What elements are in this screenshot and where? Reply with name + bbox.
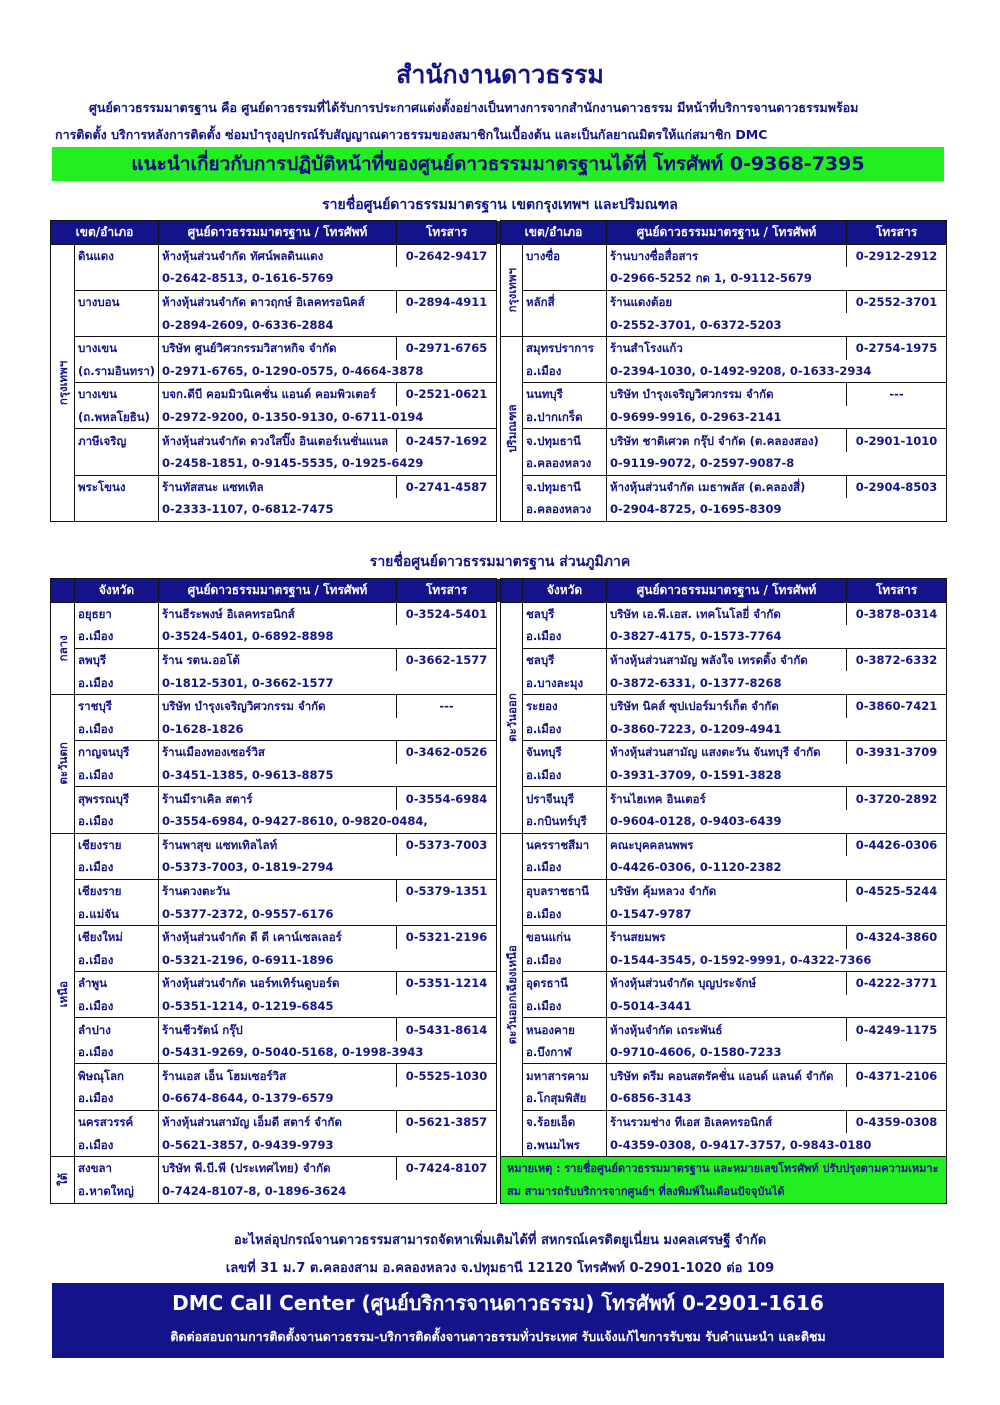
area-sub [523,267,607,290]
area-sub: อ.เมือง [75,764,159,787]
fax-number: 0-5621-3857 [397,1110,497,1133]
table-row [51,267,947,290]
phone-numbers: 0-2972-9200, 0-1350-9130, 0-6711-0194 [159,406,497,429]
phone-numbers: 0-1628-1826 [159,718,497,741]
center-name: คณะบุคคลนพพร [607,833,847,856]
phone-numbers: 0-3554-6984, 0-9427-8610, 0-9820-0484, [159,810,497,833]
table-row [51,718,947,741]
center-name: ห้างหุ้นส่วนจำกัด บุญประจักษ์ [607,972,847,995]
table-row [51,498,947,521]
area-sub: อ.แม่จัน [75,902,159,925]
fax-number: 0-2552-3701 [847,290,947,313]
area-sub: (ถ.รามอินทรา) [75,360,159,383]
table-row [51,336,947,359]
phone-numbers: 0-2971-6765, 0-1290-0575, 0-4664-3878 [159,360,497,383]
table-row [51,602,947,625]
phone-numbers: 0-5621-3857, 0-9439-9793 [159,1133,497,1156]
phone-numbers: 0-9699-9916, 0-2963-2141 [607,406,947,429]
table-row [51,625,947,648]
area-sub: อ.เมือง [75,949,159,972]
fax-number: 0-3878-0314 [847,602,947,625]
phone-numbers: 0-2552-3701, 0-6372-5203 [607,313,947,336]
group-label: ใต้ [51,1156,75,1203]
table-row [51,995,947,1018]
center-name: บริษัท ชาติเศวต กรุ๊ป จำกัด (ต.คลองสอง) [607,429,847,452]
area-sub: อ.หาดใหญ่ [75,1180,159,1204]
fax-number: --- [397,694,497,717]
fax-number: 0-4324-3860 [847,925,947,948]
table-row [51,856,947,879]
table-row [51,671,947,694]
phone-numbers: 0-4426-0306, 0-1120-2382 [607,856,947,879]
fax-number: 0-4371-2106 [847,1064,947,1087]
phone-numbers: 0-5373-7003, 0-1819-2794 [159,856,497,879]
center-name: ห้างหุ้นส่วนจำกัด ดาวฤกษ์ อิเลคทรอนิคส์ [159,290,397,313]
call-center-subtitle: ติดต่อสอบถามการติดตั้งจานดาวธรรม-บริการติดตั้งจานดาวธรรมทั่วประเทศ รับแจ้งแก้ไขการรับชม รับคำแนะนำ และติชม [170,1329,826,1344]
center-name: บริษัท นิคส์ ซุปเปอร์มาร์เก็ต จำกัด [607,694,847,717]
center-name: ร้านบางซื่อสื่อสาร [607,244,847,267]
area-name: ขอนแก่น [523,925,607,948]
area-sub: อ.บางละมุง [523,671,607,694]
table-row [51,810,947,833]
center-name: ร้าน รตน.ออโต้ [159,648,397,671]
section2-title: รายชื่อศูนย์ดาวธรรมมาตรฐาน ส่วนภูมิภาค [369,554,631,570]
fax-number: 0-5351-1214 [397,972,497,995]
area-sub: อ.เมือง [75,1087,159,1110]
intro-line-2: การติดตั้ง บริการหลังการติดตั้ง ซ่อมบำรุงอุปกรณ์รับสัญญาณดาวธรรมของสมาชิกในเบื้องต้น และเป็นกัลยาณมิตรให้แก่สมาชิก DMC [55,127,768,142]
area-name: ราชบุรี [75,694,159,717]
area-sub [523,313,607,336]
fax-number: 0-3720-2892 [847,787,947,810]
center-name: ห้างหุ้นส่วนจำกัด ทัศน์พลดินแดง [159,244,397,267]
fax-number: 0-5321-2196 [397,925,497,948]
area-sub: อ.ปากเกร็ด [523,406,607,429]
call-center-title: DMC Call Center (ศูนย์บริการจานดาวธรรม) โทรศัพท์ 0-2901-1616 [172,1291,824,1315]
area-name: ระยอง [523,694,607,717]
center-name: ห้างหุ้นส่วนสามัญ พลังใจ เทรดดิ้ง จำกัด [607,648,847,671]
phone-numbers: 0-1812-5301, 0-3662-1577 [159,671,497,694]
center-name: ห้างหุ้นส่วนจำกัด ดี ดี เคาน์เซลเลอร์ [159,925,397,948]
center-name: ร้านรวมช่าง ทีเอส อิเลคทรอนิกส์ [607,1110,847,1133]
phone-numbers: 0-9119-9072, 0-2597-9087-8 [607,452,947,475]
t1-header-center: ศูนย์ดาวธรรมมาตรฐาน / โทรศัพท์ [607,221,847,245]
phone-numbers: 0-3451-1385, 0-9613-8875 [159,764,497,787]
table-row [51,1018,947,1041]
fax-number: 0-3860-7421 [847,694,947,717]
fax-number: 0-5431-8614 [397,1018,497,1041]
area-name: เชียงราย [75,879,159,902]
area-sub [75,452,159,475]
center-name: บริษัท บำรุงเจริญวิศวกรรม จำกัด [607,383,847,406]
phone-numbers: 0-5014-3441 [607,995,947,1018]
bangkok-centers-table [50,220,947,522]
table-row [51,1133,947,1156]
note-box: หมายเหตุ : รายชื่อศูนย์ดาวธรรมมาตรฐาน และหมายเลขโทรศัพท์ ปรับปรุงตามความเหมาะสม สามารถรับบริการจากศูนย์ฯ ที่ลงพิมพ์ในเดือนปัจจุบันได้ [501,1156,947,1203]
fax-number: 0-3872-6332 [847,648,947,671]
area-name: กาญจนบุรี [75,741,159,764]
intro-line-1: ศูนย์ดาวธรรมมาตรฐาน คือ ศูนย์ดาวธรรมที่ได้รับการประกาศแต่งตั้งอย่างเป็นทางการจากสำนักงานดาวธรรม มีหน้าที่บริการจานดาวธรรมพร้อม [89,100,859,115]
phone-numbers: 0-5377-2372, 0-9557-6176 [159,902,497,925]
area-sub: อ.เมือง [75,810,159,833]
phone-numbers: 0-3860-7223, 0-1209-4941 [607,718,947,741]
center-name: ห้างหุ้นส่วนจำกัด นอร์ทเทิร์นดูบอร์ด [159,972,397,995]
area-sub: อ.เมือง [523,625,607,648]
area-name: อุดรธานี [523,972,607,995]
center-name: ร้านดวงตะวัน [159,879,397,902]
center-name: ร้านไฮเทค อินเตอร์ [607,787,847,810]
phone-numbers: 0-9710-4606, 0-1580-7233 [607,1041,947,1064]
area-name: ชลบุรี [523,648,607,671]
table-row [51,360,947,383]
fax-number: 0-3931-3709 [847,741,947,764]
group-label: ตะวันตก [51,694,75,833]
t1-header-fax: โทรสาร [397,221,497,245]
fax-number: 0-2457-1692 [397,429,497,452]
phone-numbers: 0-3827-4175, 0-1573-7764 [607,625,947,648]
footer-line-2: เลขที่ 31 ม.7 ต.คลองสาม อ.คลองหลวง จ.ปทุมธานี 12120 โทรศัพท์ 0-2901-1020 ต่อ 109 [225,1261,775,1276]
t1-header-area: เขต/อำเภอ [51,221,159,245]
phone-numbers: 0-6856-3143 [607,1087,947,1110]
group-label: เหนือ [51,833,75,1156]
center-name: บริษัท พี.บี.พี (ประเทศไทย) จำกัด [159,1156,397,1180]
t2-header-center: ศูนย์ดาวธรรมมาตรฐาน / โทรศัพท์ [607,579,847,603]
t1-header-center: ศูนย์ดาวธรรมมาตรฐาน / โทรศัพท์ [159,221,397,245]
t2-header-area: จังหวัด [75,579,159,603]
group-label: กรุงเทพฯ [501,244,523,336]
fax-number: 0-2904-8503 [847,475,947,498]
group-label: ตะวันออกเฉียงเหนือ [501,833,523,1156]
phone-numbers: 0-6674-8644, 0-1379-6579 [159,1087,497,1110]
area-name: เชียงราย [75,833,159,856]
area-sub: อ.กบินทร์บุรี [523,810,607,833]
phone-numbers: 0-5321-2196, 0-6911-1896 [159,949,497,972]
center-name: ร้านชีวรัตน์ กรุ๊ป [159,1018,397,1041]
table-row [51,833,947,856]
area-sub: อ.เมือง [75,995,159,1018]
fax-number: 0-2971-6765 [397,336,497,359]
fax-number: 0-4426-0306 [847,833,947,856]
area-sub: อ.เมือง [523,949,607,972]
center-name: ร้านพาสุข แซทเทิลไลท์ [159,833,397,856]
section1-title: รายชื่อศูนย์ดาวธรรมมาตรฐาน เขตกรุงเทพฯ และปริมณฑล [322,197,678,213]
phone-numbers: 0-2894-2609, 0-6336-2884 [159,313,497,336]
area-sub: อ.เมือง [75,625,159,648]
phone-numbers: 0-2904-8725, 0-1695-8309 [607,498,947,521]
center-name: ร้านแดงต้อย [607,290,847,313]
area-name: บางบอน [75,290,159,313]
area-sub: อ.เมือง [523,902,607,925]
area-name: ลำพูน [75,972,159,995]
area-name: หนองคาย [523,1018,607,1041]
center-name: บริษัท ศูนย์วิศวกรรมวิสาหกิจ จำกัด [159,336,397,359]
area-name: บางเขน [75,383,159,406]
phone-numbers: 0-2333-1107, 0-6812-7475 [159,498,497,521]
phone-numbers: 0-2966-5252 กด 1, 0-9112-5679 [607,267,947,290]
fax-number: 0-4222-3771 [847,972,947,995]
area-name: บางเขน [75,336,159,359]
area-sub: อ.เมือง [75,671,159,694]
center-name: บจก.ดีบี คอมมิวนิเคชั่น แอนด์ คอมพิวเตอร์ [159,383,397,406]
area-name: นครสวรรค์ [75,1110,159,1133]
page-title: สำนักงานดาวธรรม [396,60,604,89]
area-name: พิษณุโลก [75,1064,159,1087]
center-name: ร้านทัสสนะ แซทเทิล [159,475,397,498]
phone-numbers: 0-9604-0128, 0-9403-6439 [607,810,947,833]
phone-numbers: 0-2394-1030, 0-1492-9208, 0-1633-2934 [607,360,947,383]
area-sub: อ.เมือง [523,995,607,1018]
phone-numbers: 0-3872-6331, 0-1377-8268 [607,671,947,694]
group-label: ตะวันออก [501,602,523,833]
fax-number: 0-4525-5244 [847,879,947,902]
area-sub: อ.บึงกาฬ [523,1041,607,1064]
area-name: หลักสี่ [523,290,607,313]
t2-header-region: ภาค [51,579,75,603]
area-sub: อ.เมือง [523,764,607,787]
regional-centers-table [50,578,947,1204]
table-row [51,764,947,787]
fax-number: 0-2894-4911 [397,290,497,313]
area-sub [75,313,159,336]
area-sub: อ.เมือง [523,718,607,741]
t1-header-fax: โทรสาร [847,221,947,245]
fax-number: 0-3524-5401 [397,602,497,625]
fax-number: 0-3554-6984 [397,787,497,810]
t2-header-region: ภาค [501,579,523,603]
fax-number: 0-2754-1975 [847,336,947,359]
center-name: บริษัท เอ.พี.เอส. เทคโนโลยี่ จำกัด [607,602,847,625]
area-name: จ.ร้อยเอ็ด [523,1110,607,1133]
table-row [51,925,947,948]
table-row [51,1156,947,1180]
fax-number: 0-2741-4587 [397,475,497,498]
center-name: ห้างหุ้นจำกัด เถระพันธ์ [607,1018,847,1041]
area-sub: อ.เมือง [523,360,607,383]
area-sub: อ.พนมไพร [523,1133,607,1156]
phone-numbers: 0-7424-8107-8, 0-1896-3624 [159,1180,497,1204]
area-name: นนทบุรี [523,383,607,406]
center-name: ห้างหุ้นส่วนสามัญ แสงตะวัน จันทบุรี จำกัด [607,741,847,764]
area-sub: (ถ.พหลโยธิน) [75,406,159,429]
area-name: จ.ปทุมธานี [523,429,607,452]
table-row [51,244,947,267]
phone-numbers: 0-5351-1214, 0-1219-6845 [159,995,497,1018]
phone-numbers: 0-3931-3709, 0-1591-3828 [607,764,947,787]
phone-numbers: 0-4359-0308, 0-9417-3757, 0-9843-0180 [607,1133,947,1156]
fax-number: 0-2521-0621 [397,383,497,406]
fax-number: 0-7424-8107 [397,1156,497,1180]
area-sub: อ.คลองหลวง [523,498,607,521]
table-row [51,902,947,925]
area-name: จ.ปทุมธานี [523,475,607,498]
area-sub: อ.เมือง [75,856,159,879]
fax-number: 0-5379-1351 [397,879,497,902]
area-name: อยุธยา [75,602,159,625]
center-name: ร้านเมืองทองเซอร์วิส [159,741,397,764]
table-row [51,383,947,406]
table-row [51,648,947,671]
fax-number: --- [847,383,947,406]
table-row [51,429,947,452]
area-name: มหาสารคาม [523,1064,607,1087]
group-label: กรุงเทพฯ [51,244,75,521]
area-name: เชียงใหม่ [75,925,159,948]
center-name: ร้านธีระพงษ์ อิเลคทรอนิกส์ [159,602,397,625]
area-name: นครราชสีมา [523,833,607,856]
fax-number: 0-2901-1010 [847,429,947,452]
area-name: ปราจีนบุรี [523,787,607,810]
area-name: จันทบุรี [523,741,607,764]
group-label: กลาง [51,602,75,694]
table-row [51,787,947,810]
footer-line-1: อะไหล่อุปกรณ์จานดาวธรรมสามารถจัดหาเพิ่มเติมได้ที่ สหกรณ์เครดิตยูเนี่ยน มงคลเศรษฐี จำกัด [233,1233,767,1248]
table-row [51,290,947,313]
center-name: ร้านมีราเคิล สตาร์ [159,787,397,810]
table-row [51,313,947,336]
area-name: ภาษีเจริญ [75,429,159,452]
fax-number: 0-4249-1175 [847,1018,947,1041]
fax-number: 0-3662-1577 [397,648,497,671]
center-name: ร้านสยมพร [607,925,847,948]
area-name: สมุทรปราการ [523,336,607,359]
area-name: ลำปาง [75,1018,159,1041]
intro-paragraph [55,94,945,148]
area-sub: อ.เมือง [75,1133,159,1156]
center-name: ห้างหุ้นส่วนจำกัด เมธาพลัส (ต.คลองสี่) [607,475,847,498]
table-row [51,879,947,902]
table-row [51,1087,947,1110]
t1-header-area: เขต/อำเภอ [501,221,607,245]
fax-number: 0-5373-7003 [397,833,497,856]
area-name: สงขลา [75,1156,159,1180]
area-name: ลพบุรี [75,648,159,671]
center-name: ห้างหุ้นส่วนจำกัด ดวงใสปิ๊ง อินเตอร์เนชั่นแนล [159,429,397,452]
area-name: พระโขนง [75,475,159,498]
phone-numbers: 0-2458-1851, 0-9145-5535, 0-1925-6429 [159,452,497,475]
table-row [51,452,947,475]
phone-numbers: 0-3524-5401, 0-6892-8898 [159,625,497,648]
table-row [51,949,947,972]
group-label: ปริมณฑล [501,336,523,521]
table-row [51,1110,947,1133]
fax-number: 0-5525-1030 [397,1064,497,1087]
t2-header-center: ศูนย์ดาวธรรมมาตรฐาน / โทรศัพท์ [159,579,397,603]
center-name: บริษัท ดรีม คอนสตรัคชั่น แอนด์ แลนด์ จำกัด [607,1064,847,1087]
phone-numbers: 0-1547-9787 [607,902,947,925]
area-sub [75,267,159,290]
area-sub: อ.คลองหลวง [523,452,607,475]
table-row [51,1064,947,1087]
phone-numbers: 0-5431-9269, 0-5040-5168, 0-1998-3943 [159,1041,497,1064]
phone-numbers: 0-1544-3545, 0-1592-9991, 0-4322-7366 [607,949,947,972]
table-row [51,406,947,429]
t2-header-area: จังหวัด [523,579,607,603]
area-name: ดินแดง [75,244,159,267]
area-sub: อ.เมือง [523,856,607,879]
table-row [51,475,947,498]
area-sub: อ.เมือง [75,718,159,741]
center-name: ห้างหุ้นส่วนสามัญ เอ็มดี สตาร์ จำกัด [159,1110,397,1133]
center-name: บริษัท บำรุงเจริญวิศวกรรม จำกัด [159,694,397,717]
t2-header-fax: โทรสาร [847,579,947,603]
area-name: ชลบุรี [523,602,607,625]
area-name: สุพรรณบุรี [75,787,159,810]
area-sub: อ.เมือง [75,1041,159,1064]
call-center-box [52,1283,944,1358]
fax-number: 0-2642-9417 [397,244,497,267]
phone-numbers: 0-2642-8513, 0-1616-5769 [159,267,497,290]
fax-number: 0-3462-0526 [397,741,497,764]
center-name: ร้านเอส เอ็น โฮมเซอร์วิส [159,1064,397,1087]
table-row [51,741,947,764]
center-name: ร้านสำโรงแก้ว [607,336,847,359]
area-sub: อ.โกสุมพิสัย [523,1087,607,1110]
fax-number: 0-2912-2912 [847,244,947,267]
center-name: บริษัท คุ้มหลวง จำกัด [607,879,847,902]
area-sub [75,498,159,521]
t2-header-fax: โทรสาร [397,579,497,603]
table-row [51,694,947,717]
table-row [51,972,947,995]
green-banner: แนะนำเกี่ยวกับการปฏิบัติหน้าที่ของศูนย์ดาวธรรมมาตรฐานได้ที่ โทรศัพท์ 0-9368-7395 [52,147,944,181]
area-name: บางซื่อ [523,244,607,267]
table-row [51,1041,947,1064]
fax-number: 0-4359-0308 [847,1110,947,1133]
area-name: อุบลราชธานี [523,879,607,902]
